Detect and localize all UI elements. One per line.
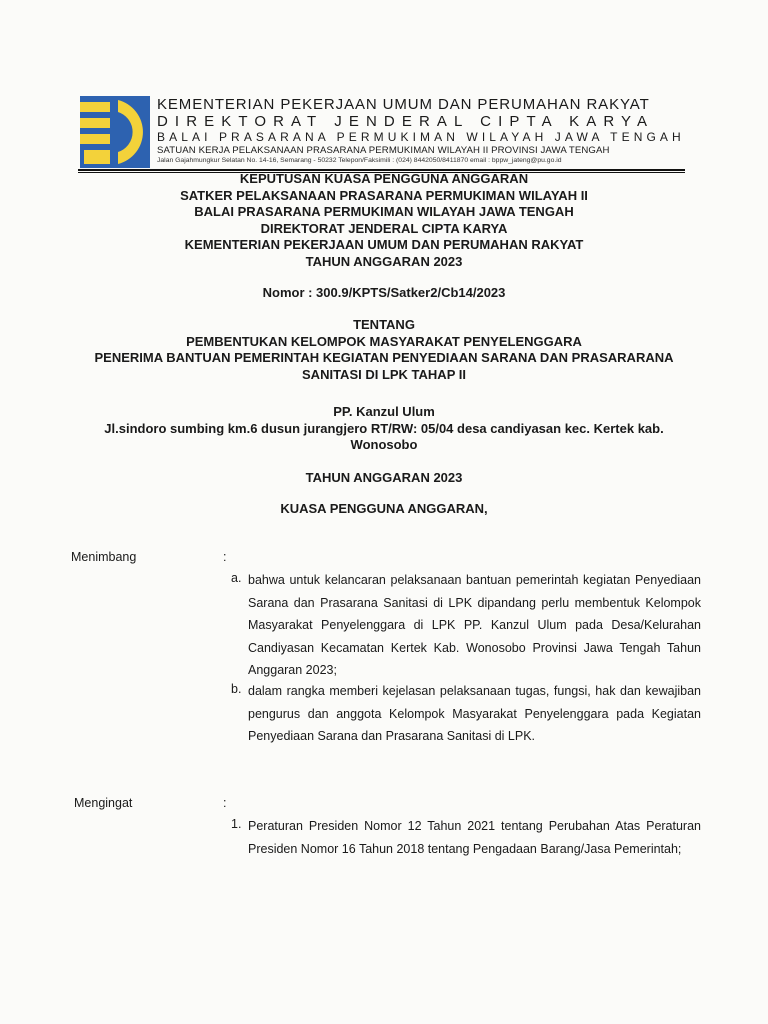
mengingat-label: Mengingat <box>74 796 133 810</box>
item-marker: 1. <box>231 817 242 831</box>
budget-year: TAHUN ANGGARAN 2023 <box>305 470 463 485</box>
title-line: KEMENTERIAN PEKERJAAN UMUM DAN PERUMAHAN RAKYAT <box>184 237 584 253</box>
recipient-block <box>0 404 768 454</box>
menimbang-label: Menimbang <box>71 550 137 564</box>
title-line: KEPUTUSAN KUASA PENGGUNA ANGGARAN <box>239 171 529 186</box>
subject-line: PENERIMA BANTUAN PEMERINTAH KEGIATAN PENYEDIAAN SARANA DAN PRASARARANA <box>94 350 674 366</box>
item-marker: b. <box>231 682 242 696</box>
subject-line: PEMBENTUKAN KELOMPOK MASYARAKAT PENYELENGGARA <box>186 333 582 349</box>
title-line: BALAI PRASARANA PERMUKIMAN WILAYAH JAWA TENGAH <box>194 204 574 220</box>
decree-title <box>0 171 768 271</box>
item-text: dalam rangka memberi kejelasan pelaksanaan tugas, fungsi, hak dan kewajiban pengurus dan anggota Kelompok Masyarakat Penyelenggara pada Kegiatan Penyediaan Sarana dan Prasarana Sanitasi di LPK. <box>248 684 701 744</box>
menimbang-colon: : <box>223 550 227 564</box>
address-line: Jalan Gajahmungkur Selatan No. 14-16, Semarang - 50232 Telepon/Faksimili : (024) 8442050/8411870 email : bppw_jateng@pu.go.id <box>157 157 562 164</box>
item-text: Peraturan Presiden Nomor 12 Tahun 2021 tentang Perubahan Atas Peraturan Presiden Nomor 16 Tahun 2018 tentang Pengadaan Barang/Jasa Pemerintah; <box>248 819 701 856</box>
authority-heading: KUASA PENGGUNA ANGGARAN, <box>280 501 488 516</box>
subject-line: SANITASI DI LPK TAHAP II <box>302 366 466 382</box>
title-line: SATKER PELAKSANAAN PRASARANA PERMUKIMAN WILAYAH II <box>180 187 588 203</box>
title-line: DIREKTORAT JENDERAL CIPTA KARYA <box>260 220 508 236</box>
mengingat-colon: : <box>223 796 227 810</box>
tentang-heading: TENTANG <box>353 317 415 332</box>
item-marker: a. <box>231 571 242 585</box>
recipient-address: Jl.sindoro sumbing km.6 dusun jurangjero RT/RW: 05/04 desa candiyasan kec. Kertek kab. <box>104 420 664 436</box>
ministry-name: KEMENTERIAN PEKERJAAN UMUM DAN PERUMAHAN RAKYAT <box>157 96 650 113</box>
recipient-name: PP. Kanzul Ulum <box>333 404 435 419</box>
office-name: BALAI PRASARANA PERMUKIMAN WILAYAH JAWA TENGAH <box>157 130 685 144</box>
title-line: TAHUN ANGGARAN 2023 <box>305 253 463 269</box>
item-text: bahwa untuk kelancaran pelaksanaan bantuan pemerintah kegiatan Penyediaan Sarana dan Prasarana Sanitasi di LPK dipandang perlu membentuk Kelompok Masyarakat Penyelenggara di LPK PP. Kanzul Ulum pada Desa/Kelurahan Candiyasan Kecamatan Kertek Kab. Wonosobo Provinsi Jawa Tengah Tahun Anggaran 2023; <box>248 573 701 678</box>
directorate-name: DIREKTORAT JENDERAL CIPTA KARYA <box>157 113 655 130</box>
recipient-address: Wonosobo <box>350 437 418 453</box>
decree-number: Nomor : 300.9/KPTS/Satker2/Cb14/2023 <box>262 285 506 300</box>
pupr-logo-icon <box>80 96 150 168</box>
unit-name: SATUAN KERJA PELAKSANAAN PRASARANA PERMUKIMAN WILAYAH II PROVINSI JAWA TENGAH <box>157 145 610 156</box>
subject-block <box>0 317 768 383</box>
letterhead <box>157 96 687 165</box>
